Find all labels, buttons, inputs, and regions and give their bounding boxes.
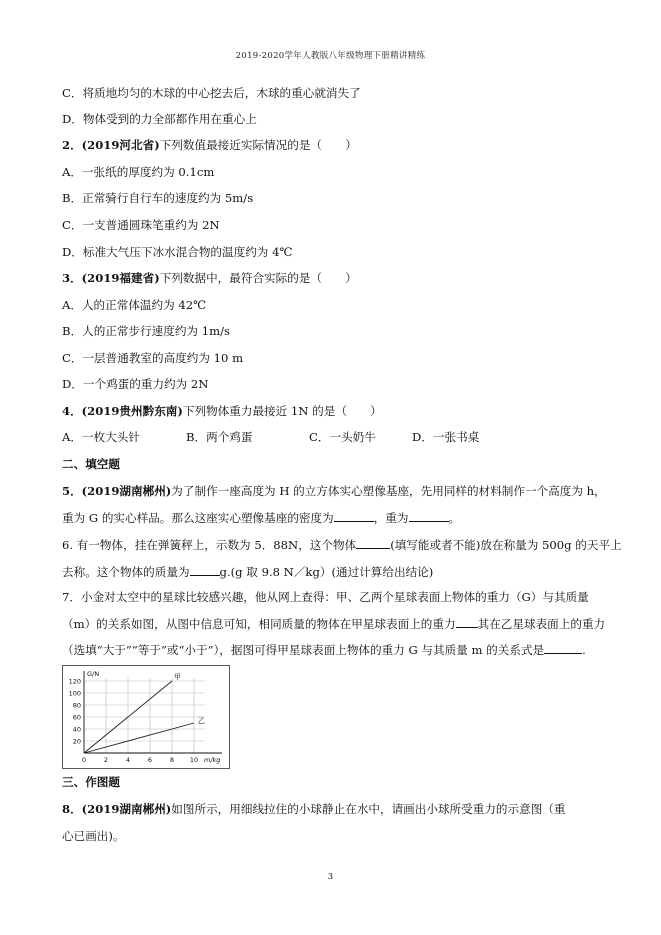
section-fill-in: 二、填空题 xyxy=(62,457,120,471)
q2-stem: 下列数值最接近实际情况的是（ ） xyxy=(159,138,357,152)
q6-text: g.(g 取 9.8 N／kg）(通过计算给出结论) xyxy=(219,565,434,579)
q2-source: (2019河北省) xyxy=(81,138,160,152)
q4-option-c: C．一头奶牛 xyxy=(309,430,376,444)
q4-option-a: A．一枚大头针 xyxy=(62,430,140,444)
q4-stem: 下列物体重力最接近 1N 的是（ ） xyxy=(182,404,382,418)
q8-number: 8． xyxy=(62,802,82,816)
question-7-line1: 7．小金对太空中的星球比较感兴趣，他从网上查得：甲、乙两个星球表面上物体的重力（G）与其质量 xyxy=(62,590,589,604)
y-tick-label: 40 xyxy=(72,725,81,734)
x-tick-label: 4 xyxy=(125,756,131,764)
q5-text: 重为 G 的实心样品。那么这座实心塑像基座的密度为 xyxy=(62,511,334,525)
q7-text: . xyxy=(582,643,586,657)
x-tick-label: 10 xyxy=(189,756,199,764)
question-8-line2: 心已画出)。 xyxy=(62,829,125,843)
q7-text: （m）的关系如图，从图中信息可知，相同质量的物体在甲星球表面上的重力 xyxy=(62,617,456,631)
y-tick-label: 20 xyxy=(72,737,81,746)
q3-option-d: D．一个鸡蛋的重力约为 2N xyxy=(62,377,209,391)
q5-text: ，重为 xyxy=(373,511,409,525)
q4-number: 4． xyxy=(62,404,82,418)
question-8-line1 xyxy=(62,802,566,816)
q3-option-c: C．一层普通教室的高度约为 10 m xyxy=(62,351,244,365)
q5-blank-weight[interactable] xyxy=(409,510,449,522)
page-number: 3 xyxy=(327,872,334,882)
q7-text: 其在乙星球表面上的重力 xyxy=(477,617,606,631)
q4-option-b: B．两个鸡蛋 xyxy=(186,430,253,444)
q2-option-c: C．一支普通圆珠笔重约为 2N xyxy=(62,218,220,232)
series-line-yi xyxy=(84,723,194,753)
y-tick-label: 80 xyxy=(72,701,81,710)
section-drawing: 三、作图题 xyxy=(62,775,120,789)
q5-number: 5． xyxy=(62,484,82,498)
y-axis-label: G/N xyxy=(87,670,100,678)
question-6-line2 xyxy=(62,564,433,579)
x-tick-label: 0 xyxy=(81,756,87,764)
q2-option-b: B．正常骑行自行车的速度约为 5m/s xyxy=(62,191,254,205)
q4-source: (2019贵州黔东南) xyxy=(81,404,183,418)
q3-stem: 下列数据中，最符合实际的是（ ） xyxy=(159,271,357,285)
q3-option-a: A．人的正常体温约为 42℃ xyxy=(62,298,207,312)
q6-text: (填写能或者不能)放在称量为 500g 的天平上 xyxy=(390,538,622,552)
question-6-line1 xyxy=(62,537,622,552)
q6-text: 去称。这个物体的质量为 xyxy=(62,565,190,579)
q2-number: 2． xyxy=(62,138,82,152)
q8-stem: 如图所示，用细线拉住的小球静止在水中，请画出小球所受重力的示意图（重 xyxy=(171,802,566,816)
question-4 xyxy=(62,404,382,418)
q5-source: (2019湖南郴州) xyxy=(81,484,172,498)
question-2 xyxy=(62,138,357,152)
x-tick-label: 8 xyxy=(169,756,175,764)
q8-source: (2019湖南郴州) xyxy=(81,802,172,816)
q7-text: （选填“大于”“等于”或“小于”），据图可得甲星球表面上物体的重力 G 与其质量 m 的关系式是 xyxy=(62,643,545,657)
question-5-line1 xyxy=(62,484,606,498)
g-m-chart xyxy=(62,665,230,769)
x-axis-label: m/kg xyxy=(204,756,221,764)
q2-option-d: D．标准大气压下冰水混合物的温度约为 4℃ xyxy=(62,245,293,259)
q3-option-b: B．人的正常步行速度约为 1m/s xyxy=(62,324,230,338)
q6-blank-can[interactable] xyxy=(356,537,390,549)
q4-option-d: D．一张书桌 xyxy=(412,430,480,444)
q6-text: 6. 有一物体，挂在弹簧秤上，示数为 5．88N，这个物体 xyxy=(62,538,357,552)
question-7-line3 xyxy=(62,642,586,657)
page-header: 2019-2020学年人教版八年级物理下册精讲精练 xyxy=(235,51,426,61)
q5-stem: 为了制作一座高度为 H 的立方体实心塑像基座，先用同样的材料制作一个高度为 h， xyxy=(171,484,606,498)
q2-option-a: A．一张纸的厚度约为 0.1cm xyxy=(62,165,215,179)
q7-blank-compare[interactable] xyxy=(456,616,478,628)
q7-blank-relation[interactable] xyxy=(544,642,582,654)
q3-source: (2019福建省) xyxy=(81,271,160,285)
q5-text: 。 xyxy=(448,511,461,525)
x-tick-label: 2 xyxy=(103,756,109,764)
y-tick-label: 120 xyxy=(68,677,81,686)
y-tick-label: 100 xyxy=(68,689,81,698)
y-tick-label: 60 xyxy=(72,713,81,722)
q3-number: 3． xyxy=(62,271,82,285)
series-label: 乙 xyxy=(198,717,205,725)
q6-blank-mass[interactable] xyxy=(190,564,220,576)
series-label: 甲 xyxy=(174,673,181,681)
chart-grid xyxy=(84,678,205,753)
question-3 xyxy=(62,271,357,285)
question-5-line2 xyxy=(62,510,460,525)
q1-option-d: D．物体受到的力全部都作用在重心上 xyxy=(62,112,257,126)
x-tick-label: 6 xyxy=(147,756,153,764)
q5-blank-density[interactable] xyxy=(334,510,374,522)
q1-option-c: C．将质地均匀的木球的中心挖去后，木球的重心就消失了 xyxy=(62,86,361,100)
question-7-line2 xyxy=(62,616,605,631)
